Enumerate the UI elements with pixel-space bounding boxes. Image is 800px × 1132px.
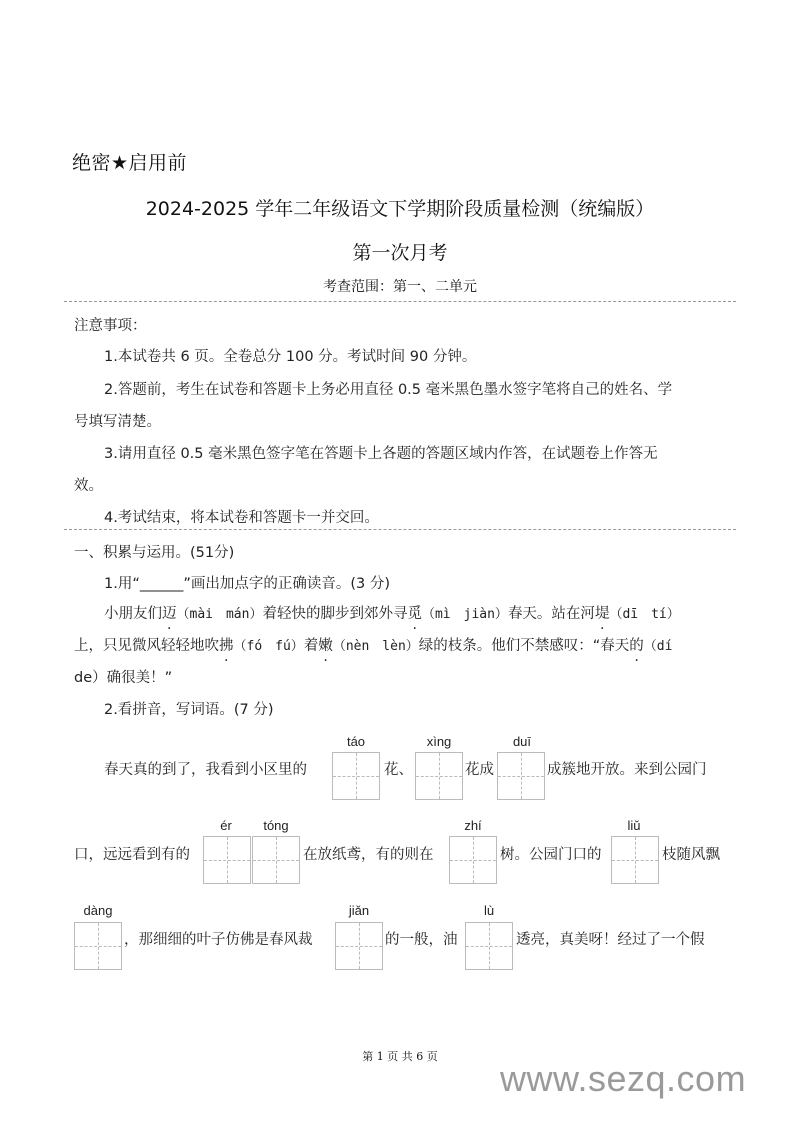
exam-scope: 考查范围：第一、二单元 bbox=[323, 279, 477, 295]
notice-item: 4.考试结束，将本试卷和答题卡一并交回。 bbox=[104, 510, 379, 526]
pinyin-label: zhí bbox=[464, 818, 482, 833]
notice-item: 1.本试卷共 6 页。全卷总分 100 分。考试时间 90 分钟。 bbox=[104, 349, 477, 365]
q2-text: 口，远远看到有的 bbox=[74, 847, 190, 863]
writing-grid-box[interactable] bbox=[203, 836, 251, 884]
q2-text: 成簇地开放。来到公园门 bbox=[547, 762, 707, 778]
q2-text: 春天真的到了，我看到小区里的 bbox=[104, 762, 307, 778]
writing-grid-box[interactable] bbox=[497, 752, 545, 800]
question-1-line-end: de）确很美！” bbox=[74, 670, 173, 686]
pinyin-choice[interactable]: （dí bbox=[643, 639, 673, 654]
q2-text: 透亮，真美呀！经过了一个假 bbox=[516, 932, 705, 948]
dotted-char: 嫩 bbox=[318, 638, 333, 654]
dotted-char: 拂 bbox=[219, 638, 234, 654]
question-2-prompt: 2.看拼音，写词语。(7 分) bbox=[104, 702, 274, 718]
pinyin-label: xìng bbox=[426, 734, 452, 749]
q2-text: 枝随风飘 bbox=[662, 847, 720, 863]
pinyin-label: lù bbox=[483, 903, 495, 918]
watermark: www.sezq.com bbox=[500, 1058, 747, 1099]
notice-item-cont: 效。 bbox=[74, 478, 103, 494]
dotted-char: 的 bbox=[629, 638, 644, 654]
pinyin-label: tóng bbox=[263, 818, 289, 833]
q2-text: 的一般，油 bbox=[385, 932, 458, 948]
text: 着 bbox=[303, 638, 319, 654]
writing-grid-box[interactable] bbox=[332, 752, 380, 800]
question-1-line bbox=[104, 602, 680, 623]
q2-text: 在放纸鸢，有的则在 bbox=[303, 847, 434, 863]
pinyin-choice[interactable]: （mài mán） bbox=[176, 607, 263, 622]
pinyin-label: dàng bbox=[83, 903, 113, 918]
pinyin-label: liǔ bbox=[627, 818, 641, 833]
q2-text: ，那细细的叶子仿佛是春风裁 bbox=[124, 932, 313, 948]
pinyin-label: duī bbox=[512, 734, 532, 749]
pinyin-choice[interactable]: （nèn lèn） bbox=[332, 639, 419, 654]
notice-item: 3.请用直径 0.5 毫米黑色签字笔在答题卡上各题的答题区域内作答，在试题卷上作答无 bbox=[104, 446, 658, 462]
writing-grid-box[interactable] bbox=[611, 836, 659, 884]
writing-grid-box[interactable] bbox=[415, 752, 463, 800]
writing-grid-box[interactable] bbox=[74, 922, 122, 970]
q2-text: 树。公园门口的 bbox=[500, 847, 602, 863]
page-number: 第 1 页 共 6 页 bbox=[362, 1050, 438, 1063]
writing-grid-box[interactable] bbox=[449, 836, 497, 884]
dotted-char: 迈 bbox=[162, 606, 177, 622]
text: 春天。站在河 bbox=[507, 606, 595, 622]
divider bbox=[64, 301, 736, 302]
dotted-char: 堤 bbox=[594, 606, 610, 622]
divider bbox=[64, 529, 736, 530]
pinyin-label: ér bbox=[220, 818, 232, 833]
pinyin-label: jiǎn bbox=[348, 903, 370, 918]
question-1-prompt: 1.用“______”画出加点字的正确读音。(3 分) bbox=[104, 576, 391, 592]
q2-text: 花成 bbox=[465, 762, 494, 778]
question-1-line bbox=[74, 634, 672, 655]
pinyin-label: táo bbox=[346, 734, 366, 749]
notice-heading: 注意事项： bbox=[74, 318, 147, 334]
writing-grid-box[interactable] bbox=[465, 922, 513, 970]
notice-item: 2.答题前，考生在试卷和答题卡上务必用直径 0.5 毫米黑色墨水签字笔将自己的姓名、学 bbox=[104, 382, 673, 398]
text: 着轻快的脚步到郊外寻 bbox=[262, 606, 408, 622]
text: 小朋友们 bbox=[104, 606, 162, 622]
text: 绿的枝条。他们不禁感叹：“春天 bbox=[418, 638, 630, 654]
writing-grid-box[interactable] bbox=[252, 836, 300, 884]
exam-subtitle: 第一次月考 bbox=[352, 242, 448, 264]
exam-title: 2024-2025 学年二年级语文下学期阶段质量检测（统编版） bbox=[145, 198, 655, 220]
section-heading: 一、积累与运用。(51分) bbox=[74, 545, 235, 561]
pinyin-choice[interactable]: （fó fú） bbox=[233, 639, 304, 654]
pinyin-choice[interactable]: （dī tí） bbox=[609, 607, 680, 622]
dotted-char: 觅 bbox=[407, 606, 422, 622]
text: 上，只见微风轻轻地吹 bbox=[74, 638, 219, 654]
pinyin-choice[interactable]: （mì jiàn） bbox=[421, 607, 508, 622]
q2-text: 花、 bbox=[384, 762, 413, 778]
confidential-label: 绝密★启用前 bbox=[72, 152, 188, 174]
writing-grid-box[interactable] bbox=[335, 922, 383, 970]
notice-item-cont: 号填写清楚。 bbox=[74, 414, 161, 430]
